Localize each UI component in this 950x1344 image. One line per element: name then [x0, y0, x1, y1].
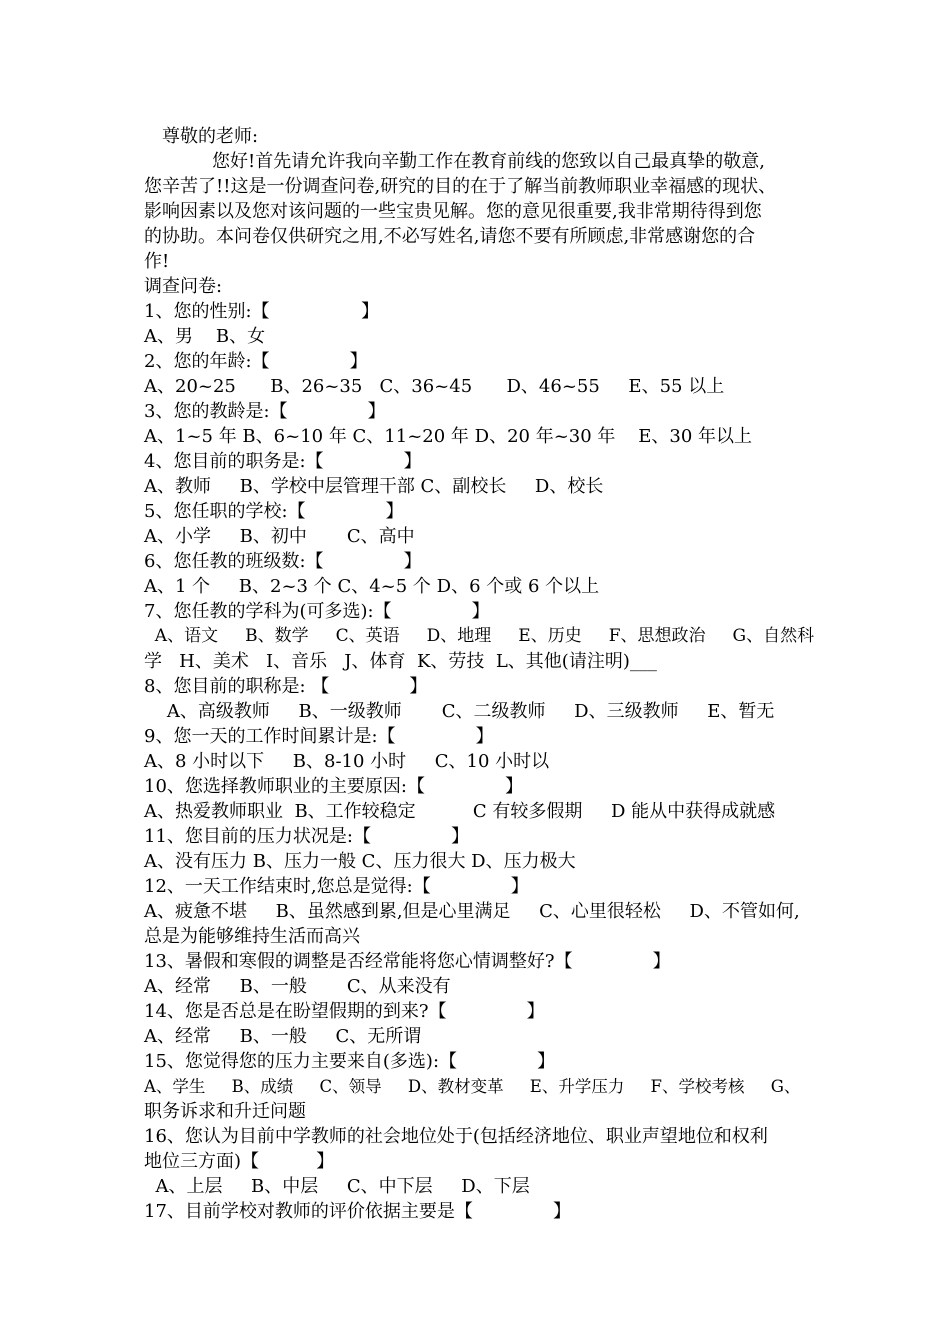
question-11-options: A、没有压力 B、压力一般 C、压力很大 D、压力极大	[144, 851, 576, 872]
questionnaire-heading: 调查问卷:	[144, 276, 223, 297]
question-5-options: A、小学 B、初中 C、高中	[144, 526, 415, 547]
question-15-options: A、学生 B、成绩 C、领导 D、教材变革 E、升学压力 F、学校考核 G、	[144, 1077, 801, 1096]
question-15-options-cont: 职务诉求和升迁问题	[144, 1101, 306, 1122]
question-16: 16、您认为目前中学教师的社会地位处于(包括经济地位、职业声望地位和权利	[144, 1126, 768, 1147]
question-17: 17、目前学校对教师的评价依据主要是【 】	[144, 1201, 572, 1222]
question-10: 10、您选择教师职业的主要原因:【 】	[144, 776, 524, 797]
question-9: 9、您一天的工作时间累计是:【 】	[144, 726, 494, 747]
question-1-options: A、男 B、女	[144, 326, 266, 347]
intro-paragraph-line: 您辛苦了!!这是一份调查问卷,研究的目的在于了解当前教师职业幸福感的现状、	[144, 176, 777, 197]
intro-paragraph-line: 影响因素以及您对该问题的一些宝贵见解。您的意见很重要,我非常期待得到您	[144, 201, 762, 222]
question-13-options: A、经常 B、一般 C、从来没有	[144, 976, 451, 997]
question-4-options: A、教师 B、学校中层管理干部 C、副校长 D、校长	[144, 476, 604, 497]
question-9-options: A、8 小时以下 B、8-10 小时 C、10 小时以	[144, 751, 550, 772]
question-8: 8、您目前的职称是: 【 】	[144, 676, 428, 697]
question-11: 11、您目前的压力状况是:【 】	[144, 826, 470, 847]
question-15: 15、您觉得您的压力主要来自(多选):【 】	[144, 1051, 556, 1072]
question-6-options: A、1 个 B、2~3 个 C、4~5 个 D、6 个或 6 个以上	[144, 576, 600, 597]
question-2-options: A、20~25 B、26~35 C、36~45 D、46~55 E、55 以上	[144, 376, 725, 397]
question-3-options: A、1~5 年 B、6~10 年 C、11~20 年 D、20 年~30 年 E、30 年以上	[144, 426, 753, 447]
question-14: 14、您是否总是在盼望假期的到来?【 】	[144, 1001, 545, 1022]
question-16-cont: 地位三方面)【 】	[144, 1151, 335, 1172]
question-7: 7、您任教的学科为(可多选):【 】	[144, 601, 490, 622]
question-2: 2、您的年龄:【 】	[144, 351, 368, 372]
question-13: 13、暑假和寒假的调整是否经常能将您心情调整好?【 】	[144, 951, 671, 972]
question-12: 12、一天工作结束时,您总是觉得:【 】	[144, 876, 529, 897]
question-1: 1、您的性别:【 】	[144, 301, 380, 322]
question-5: 5、您任职的学校:【 】	[144, 501, 404, 522]
question-10-options: A、热爱教师职业 B、工作较稳定 C 有较多假期 D 能从中获得成就感	[144, 801, 776, 822]
question-12-options: A、疲惫不堪 B、虽然感到累,但是心里满足 C、心里很轻松 D、不管如何,	[144, 901, 800, 922]
question-14-options: A、经常 B、一般 C、无所谓	[144, 1026, 422, 1047]
question-4: 4、您目前的职务是:【 】	[144, 451, 422, 472]
intro-paragraph-line: 的协助。本问卷仅供研究之用,不必写姓名,请您不要有所顾虑,非常感谢您的合	[144, 226, 756, 247]
intro-paragraph-line: 您好!首先请允许我向辛勤工作在教育前线的您致以自己最真挚的敬意,	[212, 151, 765, 172]
intro-paragraph-line: 作!	[144, 251, 170, 272]
salutation: 尊敬的老师:	[162, 126, 259, 147]
question-7-options-cont: 学 H、美术 I、音乐 J、体育 K、劳技 L、其他(请注明)___	[144, 651, 657, 672]
question-7-options: A、语文 B、数学 C、英语 D、地理 E、历史 F、思想政治 G、自然科	[144, 626, 815, 646]
question-8-options: A、高级教师 B、一级教师 C、二级教师 D、三级教师 E、暂无	[144, 701, 775, 722]
question-6: 6、您任教的班级数:【 】	[144, 551, 422, 572]
question-12-options-cont: 总是为能够维持生活而高兴	[144, 926, 360, 947]
question-16-options: A、上层 B、中层 C、中下层 D、下层	[144, 1176, 530, 1197]
question-3: 3、您的教龄是:【 】	[144, 401, 386, 422]
